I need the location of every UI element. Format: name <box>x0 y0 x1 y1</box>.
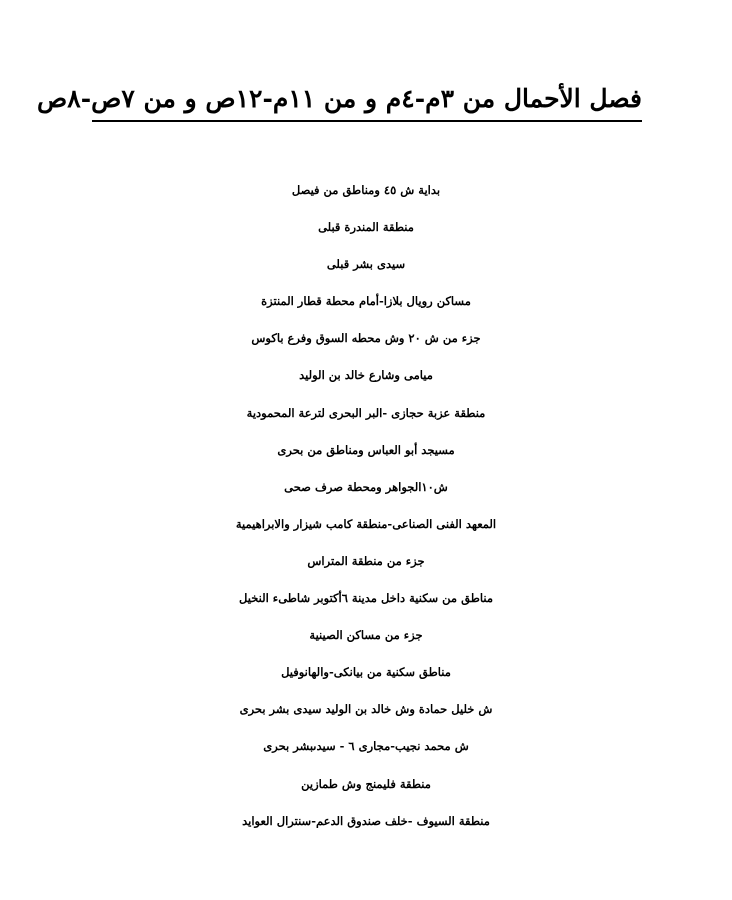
area-list <box>0 175 732 843</box>
list-item: منطقة المندرة قبلى <box>318 220 414 235</box>
list-item: ش محمد نجيب-مجارى ٦ - سيدىبشر بحرى <box>263 739 469 754</box>
list-item: بداية ش ٤٥ ومناطق من فيصل <box>291 183 441 197</box>
list-item: جزء من مساكن الصينية <box>309 628 423 643</box>
list-item: مسيجد أبو العباس ومناطق من بحرى <box>277 442 455 457</box>
document-title: فصل الأحمال من ٣م-٤م و من ١١م-١٢ص و من ٧ص-٨ص <box>92 80 642 122</box>
list-item: منطقة فليمنج وش طمازين <box>301 776 431 791</box>
list-item: جزء من منطقة المتراس <box>307 553 425 568</box>
list-item: ميامى وشارع خالد بن الوليد <box>299 368 433 383</box>
list-item: جزء من ش ٢٠ وش محطه السوق وفرع باكوس <box>251 331 481 346</box>
list-item: سيدى بشر قبلى <box>326 257 406 272</box>
list-item: ش١٠الجواهر ومحطة صرف صحى <box>284 479 448 494</box>
list-item: منطقة السيوف -خلف صندوق الدعم-سنترال العوايد <box>242 813 490 828</box>
list-item: منطقة عزبة حجازى -البر البحرى لترعة المحمودية <box>246 405 486 420</box>
list-item: ش خليل حمادة وش خالد بن الوليد سيدى بشر بحرى <box>239 702 493 717</box>
list-item: مناطق سكنية من بيانكى-والهانوفيل <box>281 665 451 680</box>
list-item: مناطق من سكنية داخل مدينة ٦أكتوبر شاطىء النخيل <box>239 591 493 606</box>
list-item: المعهد الفنى الصناعى-منطقة كامب شيزار والابراهيمية <box>235 516 497 531</box>
list-item: مساكن رويال بلازا-أمام محطة قطار المنتزة <box>261 294 471 309</box>
